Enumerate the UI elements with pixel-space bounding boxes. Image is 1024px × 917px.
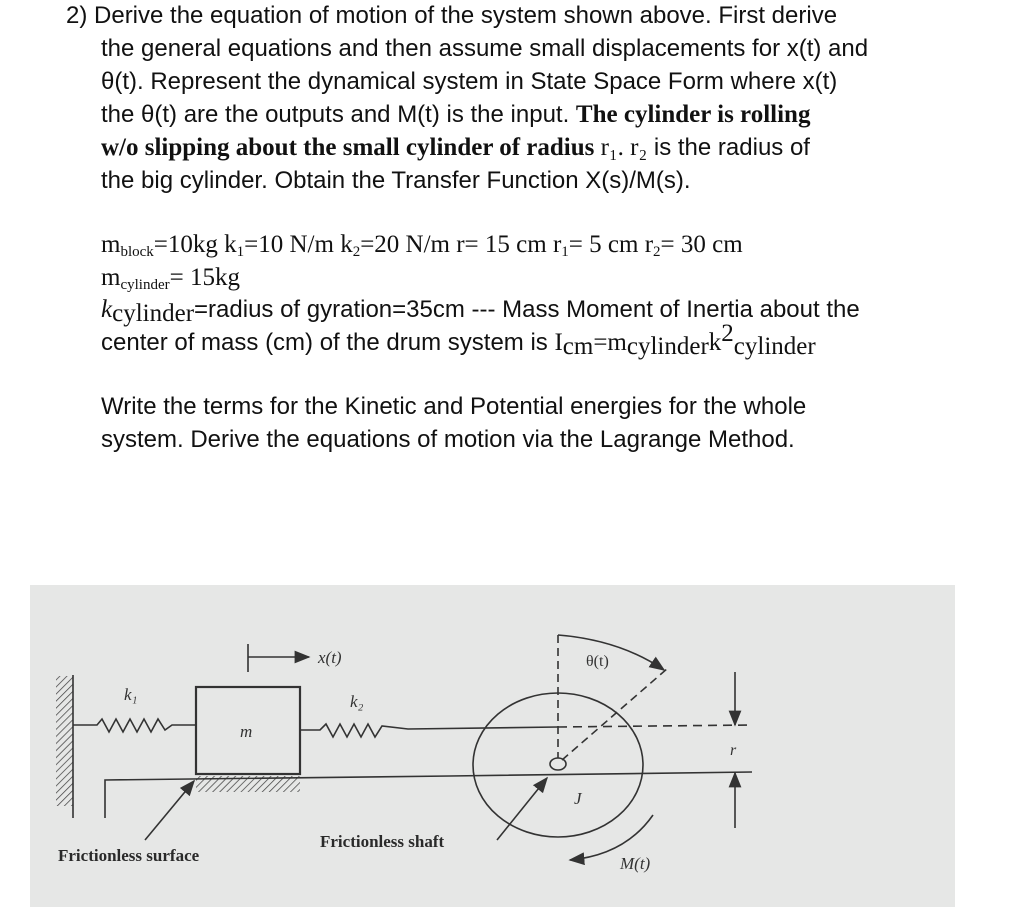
moment-label: M(t) bbox=[620, 854, 651, 873]
x-label: x(t) bbox=[318, 648, 342, 667]
r2-sub: 2 bbox=[653, 244, 661, 260]
problem-line-1: 2) Derive the equation of motion of the system shown above. First derive bbox=[66, 2, 838, 29]
m-cylinder-sub: cylinder bbox=[120, 277, 170, 293]
k2-symbol: k bbox=[340, 231, 353, 258]
frictionless-shaft-label: Frictionless shaft bbox=[320, 832, 445, 851]
r1-sub: 1 bbox=[561, 244, 569, 260]
frictionless-surface-label: Frictionless surface bbox=[58, 846, 200, 865]
problem-line-2: the general equations and then assume small displacements for x(t) and bbox=[101, 35, 869, 62]
problem-line-4-text: the θ(t) are the outputs and M(t) is the input. bbox=[101, 101, 576, 128]
line5-tail: is the radius of bbox=[647, 134, 810, 161]
icm-m-sub: cylinder bbox=[626, 333, 709, 360]
r-value: r= 15 cm bbox=[456, 231, 553, 258]
k-cylinder-value: =radius of gyration=35cm --- Mass Moment of Inertia about the bbox=[194, 296, 860, 323]
icm-k-sub: cylinder bbox=[733, 333, 816, 360]
k1-sub: 1 bbox=[236, 244, 245, 260]
k2-sub: 2 bbox=[352, 244, 361, 260]
m-block-sub: block bbox=[120, 244, 154, 260]
m-block-symbol: m bbox=[101, 231, 121, 258]
k-cylinder-sub: cylinder bbox=[112, 300, 195, 327]
inertia-j-label: J bbox=[574, 789, 582, 808]
m-cylinder-symbol: m bbox=[101, 264, 121, 291]
r2-value: = 30 cm bbox=[660, 231, 743, 258]
r1-symbol: r bbox=[552, 231, 562, 258]
icm-sub: cm bbox=[562, 333, 594, 360]
radius-ref: r₁. r₂ bbox=[594, 134, 648, 161]
icm-sup: 2 bbox=[721, 320, 734, 347]
m-cylinder-value: = 15kg bbox=[169, 264, 240, 291]
icm-k: k bbox=[708, 329, 722, 356]
k1-symbol: k bbox=[224, 231, 237, 258]
r2-symbol: r bbox=[644, 231, 654, 258]
k-cylinder-symbol: k bbox=[101, 296, 113, 323]
k2-label: k₂ bbox=[350, 692, 364, 711]
r-label: r bbox=[730, 742, 737, 759]
k1-label: k₁ bbox=[124, 685, 138, 704]
bold-rolling-text: The cylinder is rolling bbox=[575, 101, 811, 128]
m-block-value: =10kg bbox=[153, 231, 225, 258]
problem-line-3: θ(t). Represent the dynamical system in State Space Form where x(t) bbox=[101, 68, 838, 95]
wall-hatch bbox=[56, 676, 73, 806]
icm-equals: =m bbox=[593, 329, 627, 356]
k2-value: =20 N/m bbox=[360, 231, 457, 258]
mass-label: m bbox=[240, 722, 253, 741]
r1-value: = 5 cm bbox=[568, 231, 645, 258]
inertia-text: center of mass (cm) of the drum system is bbox=[101, 329, 555, 356]
icm-symbol: I bbox=[554, 329, 563, 356]
k1-value: =10 N/m bbox=[244, 231, 341, 258]
instruction-line-2: system. Derive the equations of motion via the Lagrange Method. bbox=[101, 426, 795, 453]
bold-slipping-text: w/o slipping about the small cylinder of radius bbox=[101, 134, 595, 161]
instruction-line-1: Write the terms for the Kinetic and Potential energies for the whole bbox=[101, 393, 807, 420]
problem-line-6: the big cylinder. Obtain the Transfer Function X(s)/M(s). bbox=[101, 167, 691, 194]
theta-label: θ(t) bbox=[586, 653, 609, 670]
